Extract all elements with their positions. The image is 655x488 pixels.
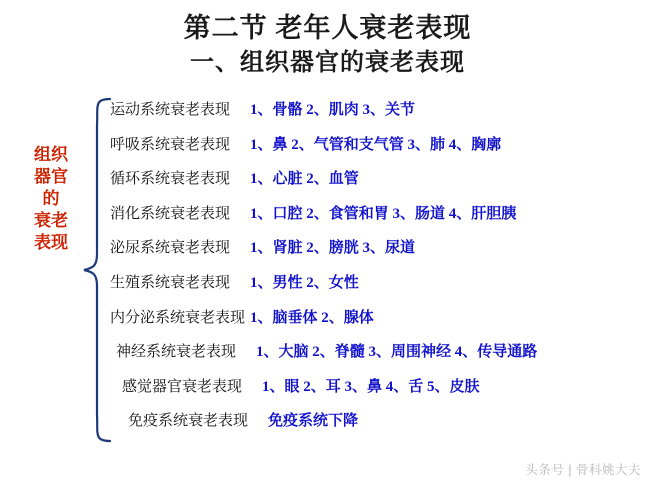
row-items: 1、肾脏 2、膀胱 3、尿道 [250,240,416,257]
row-items: 1、心脏 2、血管 [250,171,359,188]
row-items: 1、口腔 2、食管和胃 3、肠道 4、肝胆胰 [250,205,517,222]
row-items: 免疫系统下降 [268,413,359,430]
title-block [0,0,655,79]
brace-label: 组织器官的 衰老表现 [34,145,68,253]
row-items: 1、男性 2、女性 [250,274,359,291]
list-item [110,409,650,444]
row-label: 运动系统衰老表现 [110,102,231,118]
row-label: 内分泌系统衰老表现 [110,309,246,326]
row-label: 免疫系统衰老表现 [128,413,249,430]
list-item [110,306,650,341]
watermark-text: 头条号 | 骨科姚大夫 [525,463,641,477]
aging-manifestation-list [110,98,650,444]
row-items: 1、鼻 2、气管和支气管 3、肺 4、胸廓 [250,136,502,153]
list-item [110,271,650,306]
row-label: 循环系统衰老表现 [110,171,231,188]
row-label: 呼吸系统衰老表现 [110,136,231,153]
row-items: 1、眼 2、耳 3、鼻 4、舌 5、皮肤 [262,378,480,395]
row-items: 1、骨骼 2、肌肉 3、关节 [250,102,416,118]
row-label: 感觉器官衰老表现 [122,378,243,395]
list-item [110,202,650,237]
page-title-secondary: 一、组织器官的衰老表现 [190,49,465,76]
list-item [110,375,650,410]
row-label: 神经系统衰老表现 [116,344,237,361]
row-items: 1、脑垂体 2、腺体 [250,309,374,326]
list-item [110,167,650,202]
list-item [110,236,650,271]
list-item [110,340,650,375]
list-item [110,133,650,168]
row-label: 泌尿系统衰老表现 [110,240,231,257]
row-label: 消化系统衰老表现 [110,205,231,222]
page-title-primary: 第二节 老年人衰老表现 [183,13,472,43]
list-item [110,98,650,133]
row-items: 1、大脑 2、脊髓 3、周围神经 4、传导通路 [256,344,538,361]
curly-brace-icon [80,96,114,444]
row-label: 生殖系统衰老表现 [110,274,231,291]
